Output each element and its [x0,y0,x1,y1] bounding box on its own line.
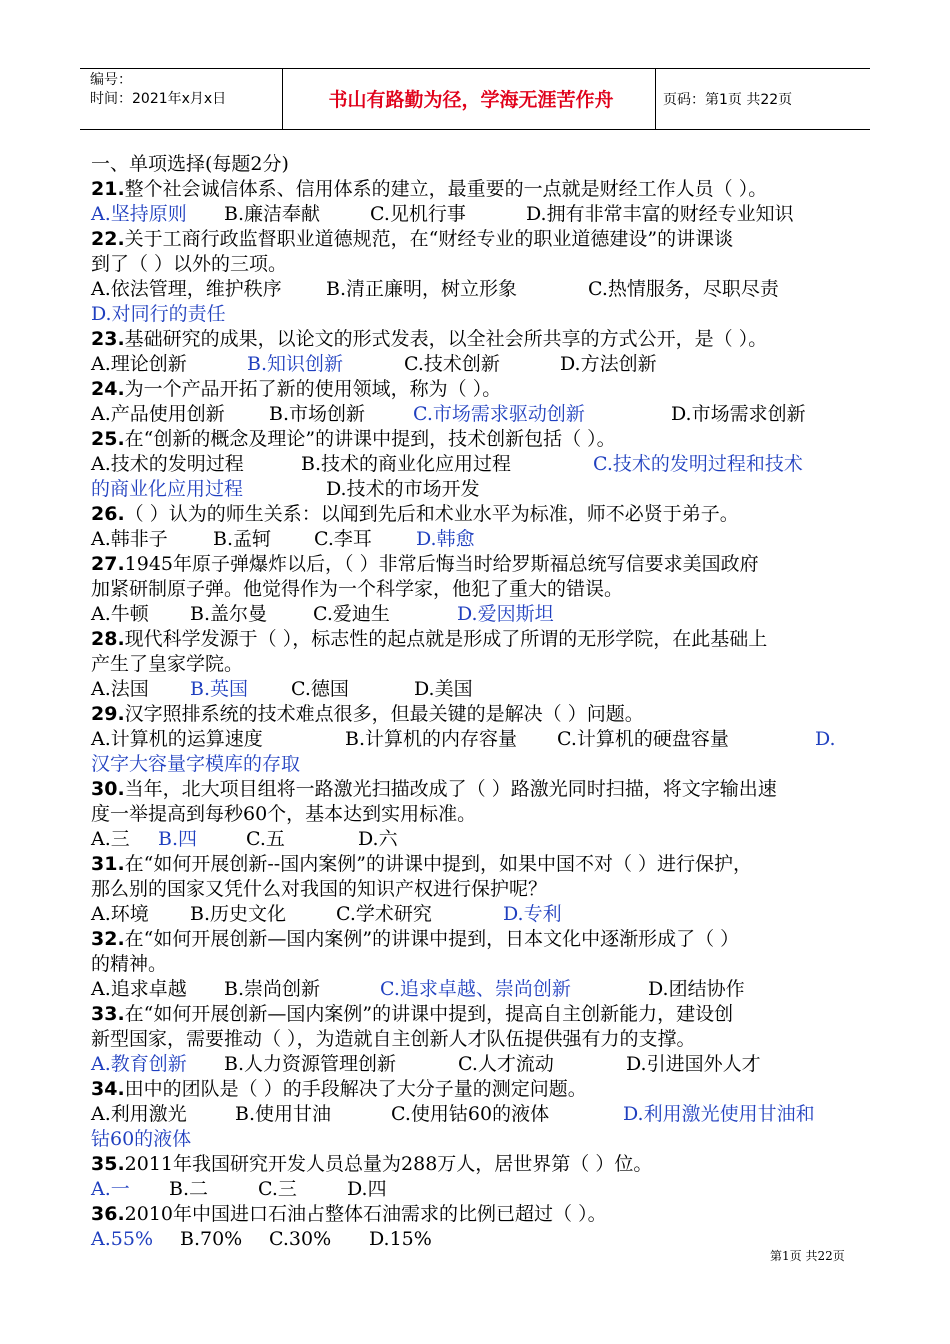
option-d: D.韩愈 [416,528,475,550]
question-number: 35. [91,1153,125,1175]
option-c: C.技术创新 [404,353,500,375]
question-number: 34. [91,1078,125,1100]
options-29-cont: 汉字大容量字模库的存取 [91,753,301,775]
question-23 [91,327,866,352]
options-31 [91,902,866,927]
question-36 [91,1202,866,1227]
question-33-cont: 新型国家，需要推动（ ），为造就自主创新人才队伍提供强有力的支撑。 [91,1028,696,1050]
option-c: C.热情服务，尽职尽责 [588,278,779,300]
option-b: B.使用甘油 [235,1103,332,1125]
option-c-cont: 的商业化应用过程 [91,478,244,500]
question-32-cont: 的精神。 [91,953,168,975]
option-c: C.追求卓越、崇尚创新 [380,978,571,1000]
option-b: B.崇尚创新 [224,978,321,1000]
question-22-cont: 到了（ ）以外的三项。 [91,253,288,275]
question-text: 整个社会诚信体系、信用体系的建立，最重要的一点就是财经工作人员（ ）。 [124,178,768,200]
page-footer: 第1页 共22页 [770,1249,845,1263]
option-a: A.坚持原则 [91,203,187,225]
option-a: A.依法管理，维护秩序 [91,278,282,300]
option-b: B.计算机的内存容量 [345,728,518,750]
options-25-cont [91,477,866,502]
question-number: 23. [91,328,125,350]
option-b: B.70% [180,1228,243,1250]
question-27 [91,552,866,577]
option-d: D.美国 [414,678,473,700]
question-30-cont: 度一举提高到每秒60个，基本达到实用标准。 [91,803,477,825]
option-b: B.历史文化 [190,903,287,925]
question-number: 33. [91,1003,125,1025]
option-a: A.追求卓越 [91,978,187,1000]
option-b: B.廉洁奉献 [224,203,321,225]
option-b: B.市场创新 [269,403,366,425]
question-30 [91,777,866,802]
option-a: A.利用激光 [91,1103,187,1125]
question-text: 在“如何开展创新—国内案例”的讲课中提到，提高自主创新能力，建设创 [124,1003,734,1025]
options-22-cont [91,302,866,327]
options-34-cont: 钴60的液体 [91,1128,192,1150]
question-22 [91,227,866,252]
option-c: C.爱迪生 [313,603,390,625]
header-divider [282,69,283,129]
option-c: C.人才流动 [458,1053,554,1075]
options-30 [91,827,866,852]
question-text: 2010年中国进口石油占整体石油需求的比例已超过（ ）。 [124,1203,607,1225]
question-text: 汉字照排系统的技术难点很多，但最关键的是解决（ ）问题。 [124,703,644,725]
option-a: A.技术的发明过程 [91,453,244,475]
option-b: B.人力资源管理创新 [224,1053,397,1075]
option-d: D.方法创新 [560,353,657,375]
question-text: 基础研究的成果，以论文的形式发表，以全社会所共享的方式公开，是（ ）。 [124,328,768,350]
question-text: （ ）认为的师生关系：以闻到先后和术业水平为标准，师不必贤于弟子。 [124,503,739,525]
option-a: A.理论创新 [91,353,187,375]
question-24 [91,377,866,402]
question-27-cont: 加紧研制原子弹。他觉得作为一个科学家，他犯了重大的错误。 [91,578,624,600]
question-31 [91,852,866,877]
header-meta [90,71,226,109]
option-c: C.德国 [291,678,349,700]
question-number: 29. [91,703,125,725]
option-c: C.见机行事 [370,203,466,225]
question-number: 27. [91,553,125,575]
question-number: 25. [91,428,125,450]
option-b: B.知识创新 [247,353,344,375]
option-a: A.法国 [91,678,149,700]
header-motto: 书山有路勤为径，学海无涯苦作舟 [328,89,614,111]
options-29 [91,727,866,752]
option-a: A.三 [91,828,130,850]
page-header [80,68,870,130]
question-31-cont: 那么别的国家又凭什么对我国的知识产权进行保护呢？ [91,878,548,900]
option-b: B.英国 [190,678,249,700]
option-b: B.孟轲 [213,528,272,550]
option-a: A.牛顿 [91,603,149,625]
question-number: 32. [91,928,125,950]
option-b: B.清正廉明，树立形象 [326,278,518,300]
option-d: D.15% [369,1228,432,1250]
question-26 [91,502,866,527]
options-33 [91,1052,866,1077]
option-d: D.市场需求创新 [671,403,806,425]
option-c: C.五 [246,828,285,850]
option-b: B.技术的商业化应用过程 [301,453,512,475]
question-number: 26. [91,503,125,525]
option-d: D.引进国外人才 [626,1053,761,1075]
option-d: D.六 [358,828,398,850]
question-text: 2011年我国研究开发人员总量为288万人，居世界第（ ）位。 [124,1153,653,1175]
question-text: 在“创新的概念及理论”的讲课中提到，技术创新包括（ ）。 [124,428,616,450]
question-list [91,152,866,1252]
question-28 [91,627,866,652]
question-34 [91,1077,866,1102]
options-21 [91,202,866,227]
question-text: 1945年原子弹爆炸以后，（ ）非常后悔当时给罗斯福总统写信要求美国政府 [124,553,759,575]
options-23 [91,352,866,377]
question-number: 28. [91,628,125,650]
option-c: C.李耳 [314,528,372,550]
option-c: C.三 [258,1178,297,1200]
option-b: B.盖尔曼 [190,603,268,625]
options-28 [91,677,866,702]
question-number: 21. [91,178,125,200]
options-36 [91,1227,866,1252]
option-d: D.技术的市场开发 [326,478,480,500]
header-divider [655,69,656,129]
option-a: A.产品使用创新 [91,403,225,425]
option-a: A.计算机的运算速度 [91,728,263,750]
question-text: 为一个产品开拓了新的使用领域，称为（ ）。 [124,378,502,400]
question-number: 22. [91,228,125,250]
question-number: 31. [91,853,125,875]
options-24 [91,402,866,427]
option-b: B.四 [158,828,198,850]
option-a: A.韩非子 [91,528,168,550]
header-page: 页码：第1页 共22页 [663,92,793,108]
question-33 [91,1002,866,1027]
option-b: B.二 [169,1178,209,1200]
option-c: C.市场需求驱动创新 [413,403,585,425]
question-number: 24. [91,378,125,400]
option-d: D.团结协作 [648,978,745,1000]
question-21 [91,177,866,202]
options-22 [91,277,866,302]
options-25 [91,452,866,477]
question-35 [91,1152,866,1177]
option-d: D.对同行的责任 [91,303,226,325]
question-number: 36. [91,1203,125,1225]
options-32 [91,977,866,1002]
question-text: 关于工商行政监督职业道德规范，在“财经专业的职业道德建设”的讲课谈 [124,228,734,250]
question-text: 在“如何开展创新--国内案例”的讲课中提到，如果中国不对（ ）进行保护， [124,853,752,875]
option-c: C.计算机的硬盘容量 [557,728,729,750]
option-c: C.30% [269,1228,332,1250]
question-text: 田中的团队是（ ）的手段解决了大分子量的测定问题。 [124,1078,587,1100]
question-number: 30. [91,778,125,800]
options-27 [91,602,866,627]
option-c: C.使用钴60的液体 [391,1103,550,1125]
question-28-cont: 产生了皇家学院。 [91,653,244,675]
question-25 [91,427,866,452]
option-c: C.学术研究 [336,903,432,925]
question-32 [91,927,866,952]
question-text: 当年，北大项目组将一路激光扫描改成了（ ）路激光同时扫描，将文字输出速 [124,778,777,800]
options-26 [91,527,866,552]
option-a: A.环境 [91,903,149,925]
option-d: D. [815,728,836,750]
options-35 [91,1177,866,1202]
header-time: 时间：2021年x月x日 [90,91,227,107]
option-c: C.技术的发明过程和技术 [593,453,803,475]
question-29 [91,702,866,727]
option-a: A.一 [91,1178,130,1200]
header-id-label: 编号： [90,72,132,88]
option-a: A.55% [91,1228,153,1250]
option-d: D.专利 [503,903,562,925]
option-d: D.四 [347,1178,387,1200]
options-34 [91,1102,866,1127]
question-text: 在“如何开展创新—国内案例”的讲课中提到，日本文化中逐渐形成了（ ） [124,928,740,950]
question-text: 现代科学发源于（ ），标志性的起点就是形成了所谓的无形学院，在此基础上 [124,628,768,650]
option-d: D.利用激光使用甘油和 [623,1103,815,1125]
section-title: 一、单项选择(每题2分) [91,153,289,175]
option-d: D.爱因斯坦 [457,603,554,625]
option-a: A.教育创新 [91,1053,187,1075]
option-d: D.拥有非常丰富的财经专业知识 [526,203,794,225]
